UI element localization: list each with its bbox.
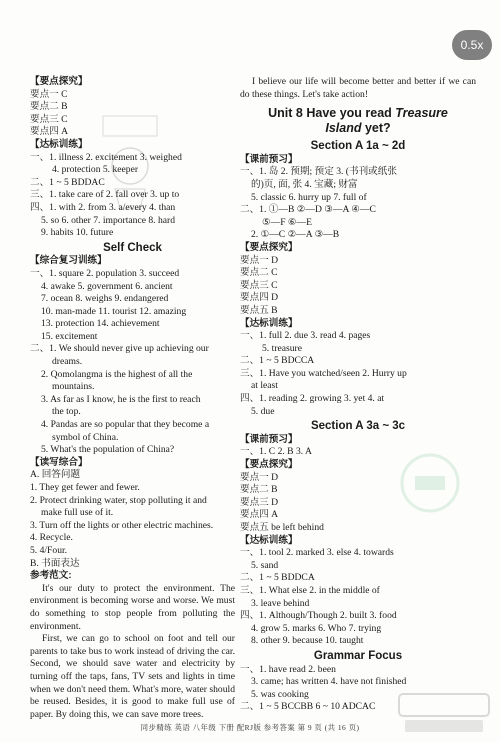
answer-line: 四、1. Although/Though 2. built 3. food: [240, 610, 397, 622]
answer-line: mountains.: [52, 381, 95, 393]
answer-line: 二、1. We should never give up achieving our: [30, 343, 209, 355]
unit-title-part: Unit 8 Have you read: [268, 106, 396, 121]
answer-line: 10. man-made 11. tourist 12. amazing: [41, 305, 187, 317]
answer-line: 一、1. C 2. B 3. A: [240, 446, 312, 458]
unit-title: [240, 106, 476, 136]
answer-line: 3. Turn off the lights or other electric machines.: [30, 519, 214, 531]
answer-line: 一、1. full 2. due 3. read 4. pages: [240, 330, 371, 342]
answer-line: 15. excitement: [41, 330, 98, 342]
unit-title-book: Treasure: [395, 106, 448, 121]
answer-line: 要点三 C: [30, 113, 68, 125]
answer-line: 要点五 be left behind: [240, 522, 324, 533]
answer-line: 8. other 9. because 10. taught: [251, 635, 364, 647]
answer-line: 13. protection 14. achievement: [41, 318, 160, 330]
answer-line: 二、1 ~ 5 BCCBB 6 ~ 10 ADCAC: [240, 701, 376, 713]
answer-line: 5. classic 6. hurry up 7. full of: [251, 191, 367, 203]
answer-line: 要点五 B: [240, 304, 278, 316]
answer-line: 要点三 C: [240, 279, 278, 291]
essay-paragraph: I believe our life will become better and better if we can do these things. Let's take action!: [240, 76, 476, 100]
answer-line: 4. grow 5. marks 6. Who 7. trying: [251, 622, 382, 634]
answer-line: make full use of it.: [41, 507, 114, 519]
playback-speed-badge[interactable]: 0.5x: [452, 30, 492, 60]
answer-line: 二、1. ①—B ②—D ③—A ④—C: [240, 204, 376, 216]
section-heading: 参考范文:: [30, 570, 72, 582]
answer-line: A. 回答问题: [30, 469, 81, 481]
answer-line: 4. Pandas are so popular that they become a: [41, 419, 210, 431]
answer-line: symbol of China.: [52, 431, 119, 443]
answer-line: 要点一 D: [240, 254, 279, 266]
essay-paragraph: First, we can go to school on foot and tell our parents to take bus to work instead of driving the car. Second, we should save water and electricity by turning off the taps, fans, TV sets and lights in time when we don't need them. What's more, water should be reused. Besides, it is good to make full use of paper. By doing this, we can save more trees.: [30, 633, 235, 720]
answer-line: 一、1. 岛 2. 预期; 预定 3. (书刊或纸张: [240, 166, 397, 178]
answer-line: 二、1 ~ 5 BDCCA: [240, 355, 315, 367]
answer-line: 二、1 ~ 5 BDDAC: [30, 176, 105, 188]
answer-line: 要点四 D: [240, 292, 279, 304]
answer-line: 2. Protect drinking water, stop polluting it and: [30, 494, 207, 506]
answer-line: 三、1. Have you watched/seen 2. Hurry up: [240, 367, 407, 379]
answer-line: 2. ①—C ②—A ③—B: [251, 229, 340, 241]
section-heading: 【要点探究】: [30, 76, 88, 87]
section-a3-title: Section A 3a ~ 3c: [310, 420, 406, 433]
answer-line: 4. awake 5. government 6. ancient: [41, 280, 173, 292]
answer-line: dreams.: [52, 356, 83, 368]
answer-line: 三、1. What else 2. in the middle of: [240, 584, 380, 596]
right-answers-part2: [240, 434, 476, 648]
answer-line: 要点一 D: [240, 471, 279, 483]
answer-line: 要点一 C: [30, 88, 68, 100]
answer-line: 的)页, 面, 张 4. 宝藏; 财富: [251, 178, 358, 190]
answer-line: 5. treasure: [262, 342, 302, 354]
answer-line: 4. protection 5. keeper: [52, 164, 139, 176]
answer-line: 5. 4/Four.: [30, 544, 68, 556]
answer-line: 3. came; has written 4. have not finished: [251, 676, 407, 688]
answer-line: 5. so 6. other 7. importance 8. hard: [41, 214, 176, 226]
unit-title-part: yet?: [361, 121, 391, 136]
answer-line: B. 书面表达: [30, 557, 80, 569]
answer-line: 9. habits 10. future: [41, 227, 114, 239]
answer-line: 一、1. illness 2. excitement 3. weighed: [30, 151, 182, 163]
answer-line: 5. was cooking: [251, 688, 309, 700]
left-answers-part2: [30, 255, 235, 582]
answer-line: 二、1 ~ 5 BDDCA: [240, 572, 315, 584]
answer-line: 要点二 C: [240, 267, 278, 279]
section-a-title: Section A 1a ~ 2d: [310, 140, 406, 153]
section-heading: 【要点探究】: [240, 459, 298, 471]
self-check-title: Self Check: [103, 241, 162, 254]
unit-title-book: Island: [325, 121, 362, 136]
answer-line: 四、1. reading 2. growing 3. yet 4. at: [240, 393, 385, 405]
answer-line: 1. They get fewer and fewer.: [30, 482, 140, 493]
answer-line: 要点四 A: [30, 126, 69, 138]
answer-line: 要点四 A: [240, 509, 279, 521]
answer-line: 要点二 B: [30, 101, 68, 113]
left-answers-part1: [30, 76, 235, 240]
right-answers-part3: [240, 664, 476, 714]
answer-line: 4. Recycle.: [30, 532, 73, 544]
essay-paragraph: It's our duty to protect the environment. The environment is becoming worse and worse. We must do something to stop people from polluting the environment.: [30, 582, 235, 632]
page-footer: 同步精练 英语 八年级 下册 配RJ版 参考答案 第 9 页 (共 16 页): [140, 723, 360, 732]
answer-line: 3. As far as I know, he is the first to reach: [41, 393, 201, 405]
section-heading: 【达标训练】: [30, 138, 88, 150]
answer-line: ⑤—F ⑥—E: [262, 216, 312, 228]
section-heading: 【读写综合】: [30, 456, 88, 468]
answer-line: 5. due: [251, 405, 275, 417]
answer-line: at least: [251, 380, 278, 392]
sample-essay: [30, 583, 235, 722]
answer-line: 7. ocean 8. weighs 9. endangered: [41, 293, 169, 305]
answer-line: 5. sand: [251, 559, 279, 571]
answer-line: 5. What's the population of China?: [41, 444, 175, 456]
essay-conclusion: [240, 76, 476, 101]
answer-line: 要点二 B: [240, 484, 278, 496]
answer-line: 3. leave behind: [251, 597, 310, 609]
right-answers-part1: [240, 154, 476, 418]
section-heading: 【综合复习训练】: [30, 255, 107, 267]
section-heading: 【课前预习】: [240, 153, 298, 165]
section-heading: 【达标训练】: [240, 534, 298, 546]
answer-line: the top.: [52, 406, 81, 418]
answer-line: 一、1. have read 2. been: [240, 663, 336, 675]
answer-line: 2. Qomolangma is the highest of all the: [41, 368, 193, 380]
section-heading: 【要点探究】: [240, 241, 298, 253]
grammar-focus-title: Grammar Focus: [313, 649, 403, 662]
right-column: [240, 76, 476, 714]
section-heading: 【课前预习】: [240, 433, 298, 445]
answer-line: 要点三 D: [240, 496, 279, 508]
answer-line: 四、1. with 2. from 3. a/every 4. than: [30, 201, 176, 213]
answer-line: 三、1. take care of 2. fall over 3. up to: [30, 189, 180, 201]
answer-line: 一、1. tool 2. marked 3. else 4. towards: [240, 547, 394, 559]
answer-line: 一、1. square 2. population 3. succeed: [30, 267, 180, 279]
section-heading: 【达标训练】: [240, 317, 298, 329]
left-column: [30, 76, 235, 721]
